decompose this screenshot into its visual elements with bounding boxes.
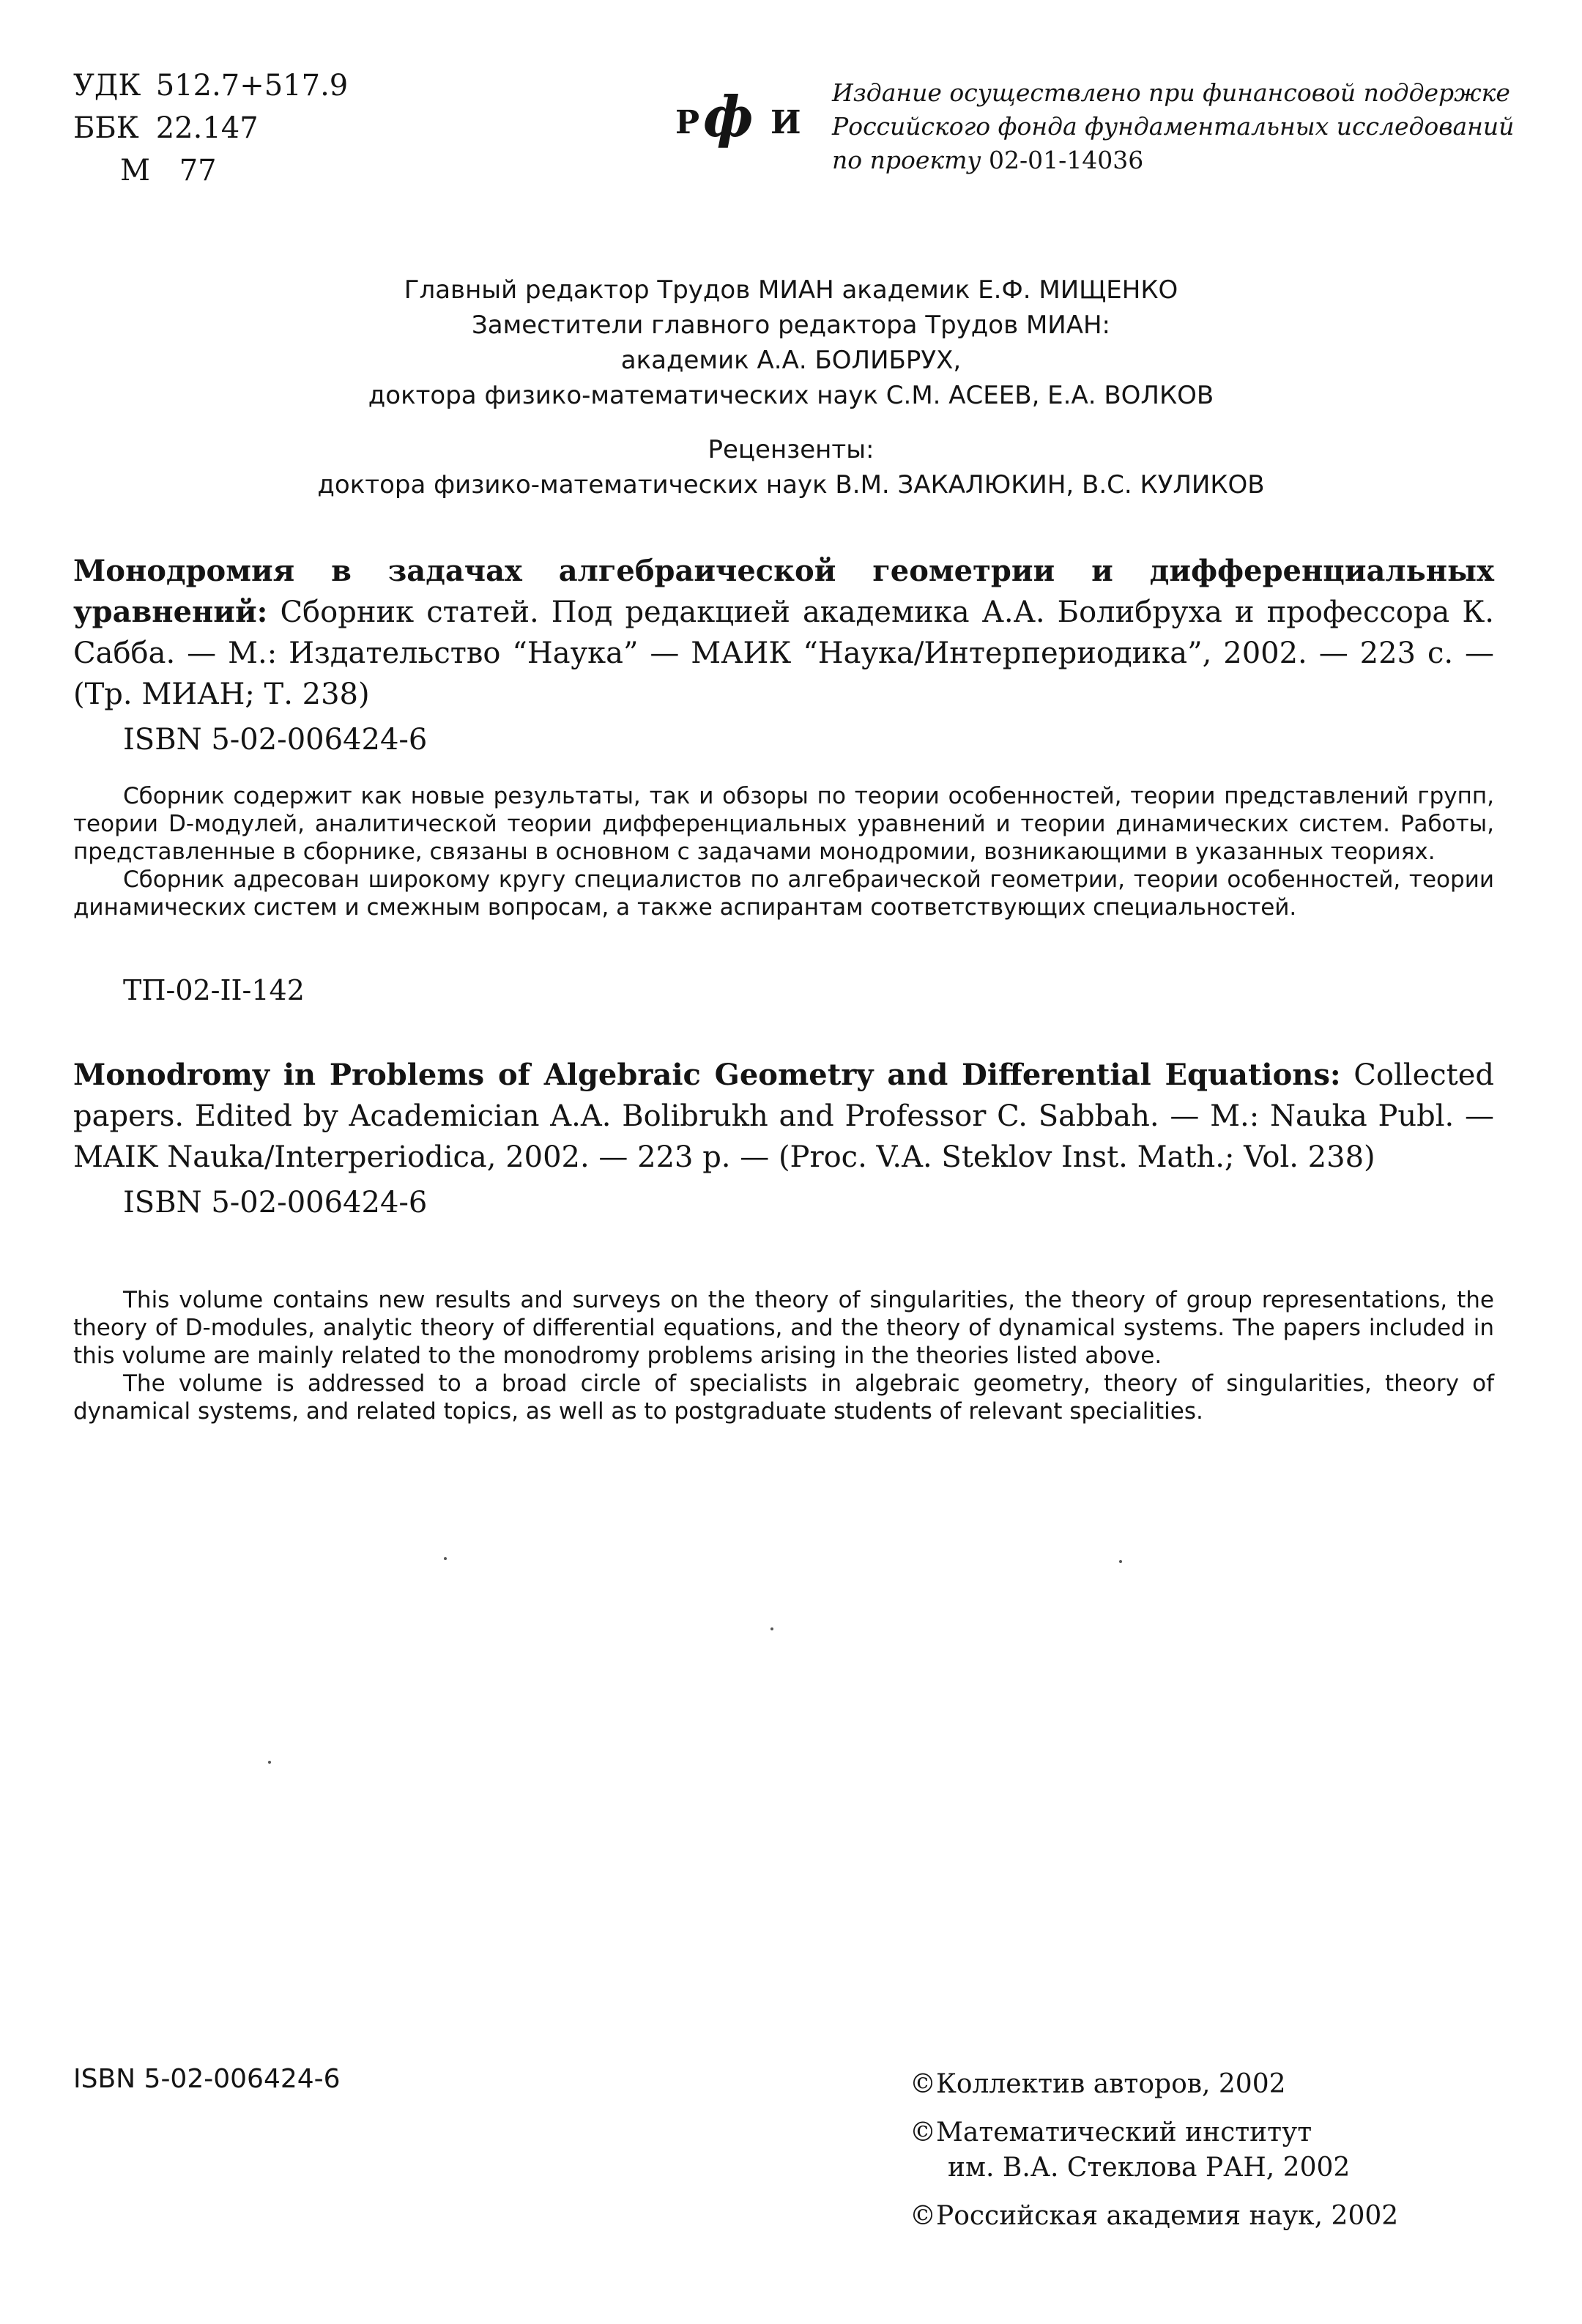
author-mark: М 77 (120, 154, 217, 188)
ru-isbn: ISBN 5-02-006424-6 (123, 723, 428, 757)
copyright-academy: ©Российская академия наук, 2002 (910, 2201, 1399, 2231)
editorial-board (0, 272, 1582, 413)
en-bibliographic-entry (73, 1055, 1494, 1223)
en-description: Collected papers. Edited by Academician A.A. Bolibrukh and Professor C. Sabbah. — M.: Nauka Publ. — MAIK Nauka/Interperiodica, 2002. — 223 p. — (Proc. V.A. Steklov Inst. Math.; Vol. 238) (73, 1058, 1494, 1174)
logo-letter-r: Р (675, 104, 700, 141)
deputy-editors-heading: Заместители главного редактора Трудов МИАН: (471, 311, 1110, 340)
project-number: 02-01-14036 (989, 146, 1144, 174)
scan-speck (268, 1761, 271, 1764)
logo-letter-i: И (770, 104, 801, 141)
reviewers-heading: Рецензенты: (708, 435, 874, 464)
ru-bibliographic-entry (73, 551, 1494, 760)
deputy-editor-1: академик А.А. БОЛИБРУХ, (620, 346, 962, 375)
sponsor-line-1: Издание осуществлено при финансовой поддержке (832, 78, 1510, 107)
chief-editor: Главный редактор Трудов МИАН академик Е.Ф. МИЩЕНКО (404, 275, 1178, 305)
ru-description: Сборник статей. Под редакцией академика А.А. Болибруха и профессора К. Сабба. — М.: Издательство “Наука” — МАИК “Наука/Интерпериодика”, 2002. — 223 с. — (Тр. МИАН; Т. 238) (73, 595, 1495, 711)
copyright-institute: ©Математический институт им. В.А. Стеклова РАН, 2002 (910, 2117, 1351, 2183)
deputy-editors-2: доктора физико-математических наук С.М. АСЕЕВ, Е.А. ВОЛКОВ (368, 381, 1214, 410)
en-isbn: ISBN 5-02-006424-6 (123, 1186, 428, 1219)
scan-speck (1119, 1560, 1122, 1563)
en-abstract (73, 1286, 1494, 1425)
scan-speck (770, 1627, 773, 1630)
ru-abstract (73, 782, 1494, 921)
classification-codes (73, 64, 348, 192)
bbk-code: ББК 22.147 (73, 111, 259, 145)
rffi-logo (675, 82, 804, 152)
en-abstract-p1: This volume contains new results and surveys on the theory of singularities, the theory of group representations, the theory of D-modules, analytic theory of differential equations, and the theory of dynamical systems. The papers included in this volume are mainly related to the monodromy problems arising in the theories listed above. (73, 1287, 1494, 1369)
tp-code: ТП-02-II-142 (123, 974, 305, 1006)
reviewers (0, 432, 1582, 502)
reviewers-names: доктора физико-математических наук В.М. ЗАКАЛЮКИН, В.С. КУЛИКОВ (317, 470, 1265, 500)
en-abstract-p2: The volume is addressed to a broad circle of specialists in algebraic geometry, theory of singularities, theory of dynamical systems, and related topics, as well as to postgraduate students of relevant specialities. (73, 1370, 1494, 1425)
udc-code: УДК 512.7+517.9 (73, 69, 349, 103)
ru-abstract-p2: Сборник адресован широкому кругу специалистов по алгебраической геометрии, теории особенностей, теории динамических систем и смежным вопросам, а также аспирантам соответствующих специальностей. (73, 866, 1494, 921)
copyright-block (910, 2067, 1398, 2247)
sponsorship-note (832, 76, 1520, 177)
footer-isbn: ISBN 5-02-006424-6 (73, 2064, 341, 2094)
en-title: Monodromy in Problems of Algebraic Geometry and Differential Equations: (73, 1058, 1341, 1092)
copyright-authors: ©Коллектив авторов, 2002 (910, 2069, 1286, 2099)
ru-title: Монодромия в задачах алгебраической геометрии и дифференциальных уравнений: (73, 554, 1494, 629)
sponsor-line-2: Российского фонда фундаментальных исследований (832, 112, 1515, 141)
scan-speck (444, 1557, 447, 1560)
ru-abstract-p1: Сборник содержит как новые результаты, так и обзоры по теории особенностей, теории представлений групп, теории D-модулей, аналитической теории дифференциальных уравнений и теории динамических систем. Работы, представленные в сборнике, связаны в основном с задачами монодромии, возникающими в указанных теориях. (73, 783, 1494, 865)
sponsor-line-3: по проекту 02-01-14036 (832, 146, 1144, 174)
logo-mark: ф (703, 84, 754, 149)
